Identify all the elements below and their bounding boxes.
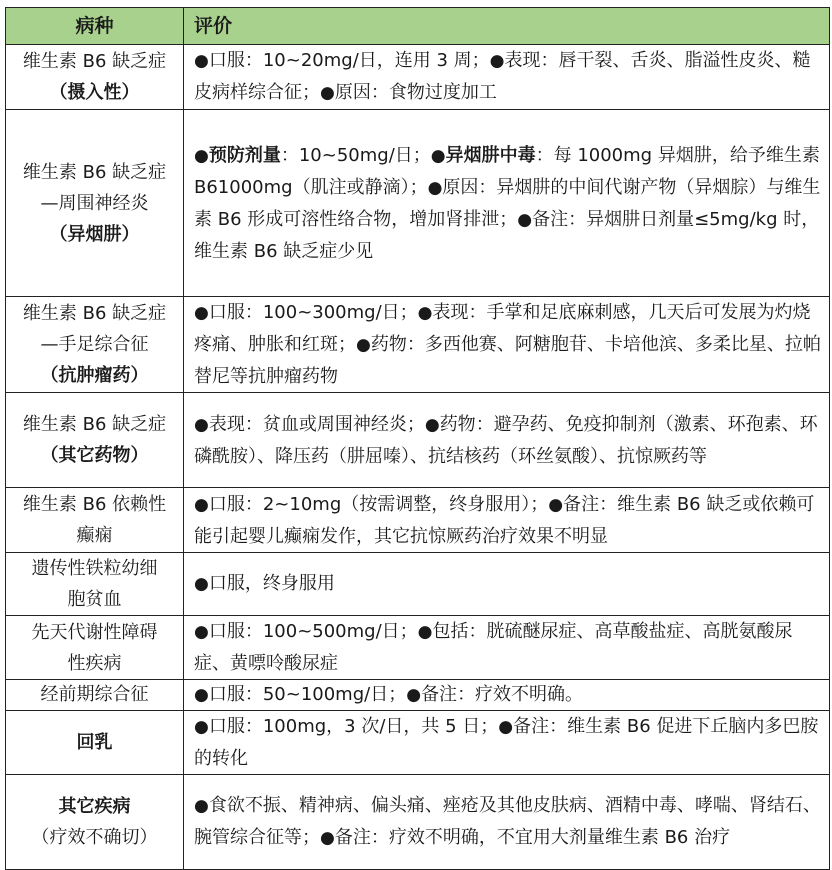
item-label: 备注 [532,208,569,230]
disease-line: （摄入性） [49,82,140,103]
item-text: 食欲不振、精神病、偏头痛、痤疮及其他皮肤病、酒精中毒、哮喘、肾结石、腕管综合征等； [194,795,821,848]
item-label: 原因 [442,176,479,198]
item-text: ：避孕药、免疫抑制剂（激素、环孢素、环磷酰胺）、降压药（肼屈嗪）、抗结核药（环丝氨酸）、抗惊厥药等 [194,413,818,467]
bullet-icon: ● [489,51,505,71]
table-row [6,488,830,553]
item-text: ：维生素 B6 缺乏或依赖可能引起婴儿癫痫发作，其它抗惊厥药治疗效果不明显 [194,493,815,547]
evaluation-cell [184,680,830,711]
item-text: ：异烟肼日剂量≤5mg/kg 时，维生素 B6 缺乏症少见 [194,208,820,262]
disease-line: 维生素 B6 缺乏症 [22,161,167,183]
item-label: 口服 [208,573,245,594]
disease-line: 遗传性铁粒幼细 [31,558,158,579]
item-label: 原因 [334,82,371,103]
item-label: 口服 [208,716,245,737]
disease-line: 其它疾病 [58,796,131,817]
bullet-icon: ● [356,335,371,355]
evaluation-cell [184,297,830,393]
evaluation-cell [184,553,830,616]
disease-line: 癫痫 [76,525,113,546]
item-text: ：唇干裂、舌炎、脂溢性皮炎、糙皮病样综合征； [194,50,811,103]
item-label: 备注 [334,827,371,848]
disease-cell [6,616,184,680]
bullet-icon: ● [320,828,335,848]
disease-cell [6,393,184,488]
item-label: 口服 [208,684,245,705]
disease-line: 回乳 [76,732,113,753]
bullet-icon: ● [194,494,209,515]
disease-line: 维生素 B6 缺乏症 [22,51,167,72]
bullet-icon: ● [424,414,440,435]
item-text: ：疗效不明确，不宜用大剂量维生素 B6 治疗 [370,827,731,848]
evaluation-cell [184,616,830,680]
bullet-icon: ● [406,685,422,705]
item-text: ：100mg，3 次/日，共 5 日； [244,716,499,737]
item-label: 口服 [208,50,245,71]
bullet-icon: ● [194,796,209,816]
disease-line: （异烟肼） [49,223,140,245]
item-text: ：10~20mg/日，连用 3 周； [244,50,490,71]
bullet-icon: ● [430,145,446,166]
disease-line: 经前期综合征 [40,684,149,705]
item-label: 口服 [208,621,245,642]
item-text: ：异烟肼的中间代谢产物（异烟腙）与维生素 B6 形成可溶性络合物，增加肾排泄； [194,176,821,230]
item-label: 备注 [513,716,550,737]
disease-line: —周围神经炎 [40,192,149,214]
bullet-icon: ● [427,177,443,198]
bullet-icon: ● [194,145,209,166]
item-text: ：维生素 B6 促进下丘脑内多巴胺的转化 [194,716,819,769]
header-disease: 病种 [6,8,184,45]
item-label: 备注 [563,493,600,515]
evaluation-cell [184,45,830,110]
disease-line: —手足综合征 [40,334,149,355]
disease-cell [6,488,184,553]
table-row [6,680,830,711]
item-text: ：疗效不明确。 [457,684,584,705]
item-label: 口服 [208,493,245,515]
item-label: 表现 [504,50,541,71]
item-text: ：100~500mg/日； [244,621,418,642]
disease-line: 维生素 B6 依赖性 [22,494,167,515]
item-text: ：手掌和足底麻刺感，几天后可发展为灼烧疼痛、肿胀和红斑； [194,302,811,355]
b6-indication-table [5,7,830,870]
item-text: ：10~50mg/日； [280,144,431,166]
bullet-icon: ● [417,622,433,642]
bullet-icon: ● [194,574,209,594]
bullet-icon: ● [548,494,564,515]
item-text: ，终身服用 [244,573,335,594]
disease-line: （抗肿瘤药） [40,365,149,386]
bullet-icon: ● [194,51,209,71]
item-text: ：贫血或周围神经炎； [244,413,425,435]
bullet-icon: ● [194,303,209,323]
bullet-icon: ● [194,414,209,435]
item-text: ：胱硫醚尿症、高草酸盐症、高胱氨酸尿症、黄嘌呤酸尿症 [194,621,793,674]
disease-line: （疗效不确切） [31,827,158,848]
item-text: ：每 1000mg 异烟肼，给予维生素 B61000mg（肌注或静滴）； [194,144,820,198]
disease-line: 先天代谢性障碍 [31,621,158,643]
bullet-icon: ● [517,209,533,230]
item-text: ：100~300mg/日； [244,302,418,323]
table-row [6,553,830,616]
bullet-icon: ● [417,303,433,323]
disease-cell [6,680,184,711]
disease-cell [6,711,184,775]
disease-line: 胞贫血 [67,589,122,610]
table-row [6,110,830,297]
evaluation-cell [184,711,830,775]
item-label: 预防剂量 [208,144,281,166]
disease-cell [6,553,184,616]
table-row [6,616,830,680]
table-row [6,297,830,393]
bullet-icon: ● [320,83,335,103]
header-evaluation: 评价 [184,8,830,45]
disease-line: （其它药物） [40,445,149,466]
bullet-icon: ● [498,717,514,737]
table-row [6,45,830,110]
disease-cell [6,297,184,393]
item-label: 口服 [208,302,245,323]
item-label: 异烟肼中毒 [445,144,536,166]
bullet-icon: ● [194,717,209,737]
item-label: 药物 [370,334,407,355]
item-text: ：2~10mg（按需调整，终身服用）； [244,493,549,515]
table-row [6,775,830,870]
evaluation-cell [184,488,830,553]
table-row [6,393,830,488]
bullet-icon: ● [194,685,209,705]
item-label: 包括 [432,621,469,642]
table-header-row [6,8,830,45]
bullet-icon: ● [194,622,209,642]
disease-cell [6,110,184,297]
evaluation-cell [184,110,830,297]
evaluation-cell [184,393,830,488]
disease-line: 维生素 B6 缺乏症 [22,303,167,324]
table-row [6,711,830,775]
item-text: ：多西他赛、阿糖胞苷、卡培他滨、多柔比星、拉帕替尼等抗肿瘤药物 [194,334,821,387]
item-text: ：50~100mg/日； [244,684,407,705]
item-label: 备注 [421,684,458,705]
disease-line: 维生素 B6 缺乏症 [22,414,167,435]
disease-cell [6,45,184,110]
item-label: 表现 [432,302,469,323]
evaluation-cell [184,775,830,870]
item-label: 药物 [439,413,476,435]
item-label: 表现 [208,413,245,435]
item-text: ：食物过度加工 [370,82,497,103]
disease-line: 性疾病 [67,652,122,674]
disease-cell [6,775,184,870]
